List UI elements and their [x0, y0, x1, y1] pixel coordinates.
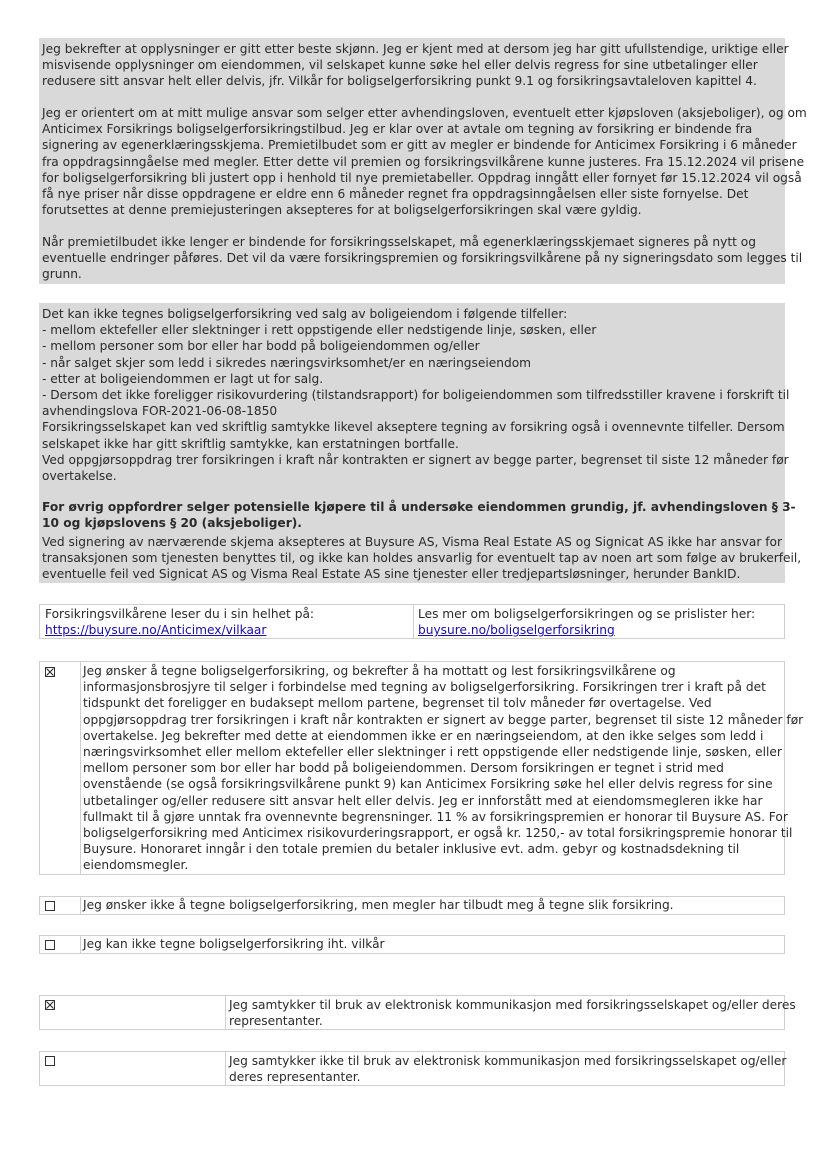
text-line: selskapet ikke har gitt skriftlig samtykke, kan erstatningen bortfalle. [42, 436, 459, 451]
text-line: - når salget skjer som ledd i sikredes næringsvirksomhet/er en næringseiendom [42, 355, 532, 370]
declaration-paragraph-3 [42, 234, 803, 283]
not-eligible-checkbox[interactable] [45, 940, 55, 950]
text-line: Anticimex Forsikrings boligselgerforsikringstilbud. Jeg er klar over at avtale om tegning av forsikring er bindende fra [42, 122, 753, 137]
text-line: - Dersom det ikke foreligger risikovurdering (tilstandsrapport) for boligeiendommen som tilfredsstiller kravene i forskrift til [42, 388, 790, 403]
text-line: overtakelse. Jeg bekrefter med dette at eiendommen ikke er en næringseiendom, at den ikke selges som ledd i [83, 728, 764, 743]
consent-electronic-text [229, 997, 796, 1029]
exclusions-paragraph [42, 306, 790, 484]
text-line: Jeg kan ikke tegne boligselgerforsikring iht. vilkår [83, 937, 385, 951]
text-line: tidspunkt det foreligger en budaksept mellom partene, begrenset til tolv måneder før overtagelse. Ved [83, 696, 712, 711]
checkmark-x-icon [46, 1001, 54, 1009]
pricelist-label: Les mer om boligselgerforsikringen og se prislister her: [418, 607, 756, 621]
text-line: eiendomsmegler. [83, 858, 189, 873]
text-line: Forsikringsselskapet kan ved skriftlig samtykke likevel akseptere tegning av forsikring også i ovennevnte tilfeller. Dersom [42, 420, 785, 435]
text-line: Jeg ønsker ikke å tegne boligselgerforsikring, men megler har tilbudt meg å tegne slik forsikring. [83, 898, 674, 912]
text-line: misvisende opplysninger om eiendommen, vil selskapet kunne søke hel eller delvis regress for sine utbetalinger eller [42, 58, 758, 73]
text-line: Jeg samtykker ikke til bruk av elektronisk kommunikasjon med forsikringsselskapet og/eller [229, 1054, 787, 1068]
text-line: få nye priser når disse oppdragene er eldre enn 6 måneder regnet fra oppdragsinngåelsen eller siste fornyelse. Det [42, 187, 749, 202]
pricelist-cell [418, 606, 778, 638]
text-line: representanter. [229, 1014, 323, 1029]
text-line: Jeg ønsker å tegne boligselgerforsikring, og bekrefter å ha mottatt og lest forsikringsvilkårene og [83, 664, 676, 678]
text-line: avhendingslova FOR-2021-06-08-1850 [42, 404, 278, 419]
inspection-notice [42, 499, 796, 531]
declaration-paragraph-2 [42, 105, 807, 218]
pricelist-link[interactable]: buysure.no/boligselgerforsikring [418, 623, 615, 638]
accept-insurance-checkbox[interactable] [45, 667, 55, 677]
text-line: ovenstående (se også forsikringsvilkårene punkt 9) kan Anticimex Forsikring søke hel eller delvis regress for sine [83, 777, 773, 792]
text-line: fra oppdragsinngåelse med megler. Etter dette vil premien og forsikringsvilkårene kunne justeres. Fra 15.12.2024 vil prisene [42, 154, 805, 169]
text-line: eventuelle feil ved Signicat AS og Visma Real Estate AS sine tjenester eller tredjepartsløsninger, herunder BankID. [42, 567, 741, 582]
text-line: informasjonsbrosjyre til selger i forbindelse med tegning av boligselgerforsikring. Forsikringen trer i kraft på det [83, 680, 766, 695]
text-line: overtakelse. [42, 469, 117, 484]
text-line: - mellom ektefeller eller slektninger i rett oppstigende eller nedstigende linje, søsken, eller [42, 323, 597, 338]
decline-offered-text [83, 897, 783, 913]
text-line: Ved oppgjørsoppdrag trer forsikringen i kraft når kontrakten er signert av begge parter, begrenset til siste 12 måneder før [42, 452, 789, 467]
accept-insurance-text [83, 663, 804, 874]
text-line: Buysure. Honoraret inngår i den totale premien du betaler inklusive evt. adm. gebyr og kostnadsdekning til [83, 842, 740, 857]
text-line: oppgjørsoppdrag trer forsikringen i kraft når kontrakten er signert av begge parter, begrenset til siste 12 måneder før [83, 712, 804, 727]
text-line: for boligselgerforsikring bli justert opp i henhold til nye premietabeller. Oppdrag inngått eller fornyet før 15.12.2024 vil også [42, 170, 802, 185]
text-line: mellom personer som bor eller har bodd på boligeiendommen. Dersom forsikringen er tegnet i strid med [83, 761, 724, 776]
declaration-paragraph-1 [42, 41, 789, 90]
text-line: - mellom personer som bor eller har bodd på boligeiendommen og/eller [42, 339, 480, 354]
text-line: utbetalinger og/eller redusere sitt ansvar helt eller delvis. Jeg er innforstått med at eiendomsmegleren ikke har [83, 793, 763, 808]
text-line: signering av egenerklæringsskjema. Premietilbudet som er gitt av megler er bindende for Anticimex Forsikring i 6 måneder [42, 138, 797, 153]
consent-electronic-checkbox[interactable] [45, 1000, 55, 1010]
option-divider [80, 935, 81, 954]
text-line: Det kan ikke tegnes boligselgerforsikring ved salg av boligeiendom i følgende tilfeller: [42, 307, 568, 321]
no-consent-electronic-checkbox[interactable] [45, 1056, 55, 1066]
text-line: Jeg samtykker til bruk av elektronisk kommunikasjon med forsikringsselskapet og/eller deres [229, 998, 796, 1012]
terms-label: Forsikringsvilkårene leser du i sin helhet på: [45, 607, 315, 621]
text-line: grunn. [42, 267, 82, 282]
option-divider [80, 661, 81, 875]
text-line: Ved signering av nærværende skjema aksepteres at Buysure AS, Visma Real Estate AS og Signicat AS ikke har ansvar for [42, 535, 782, 549]
terms-link[interactable]: https://buysure.no/Anticimex/vilkaar [45, 623, 267, 638]
not-eligible-text [83, 936, 783, 952]
terms-cell [45, 606, 405, 638]
text-line: Jeg bekrefter at opplysninger er gitt etter beste skjønn. Jeg er kjent med at dersom jeg har gitt ufullstendige, uriktige eller [42, 42, 789, 56]
text-line: eventuelle endringer påføres. Det vil da være forsikringspremien og forsikringsvilkårene på ny signeringsdato som legges til [42, 251, 803, 266]
checkmark-x-icon [46, 668, 54, 676]
liability-paragraph [42, 534, 802, 583]
decline-offered-checkbox[interactable] [45, 901, 55, 911]
text-line: fullmakt til å gjøre unntak fra ovennevnte begrensninger. 11 % av forsikringspremien er honorar til Buysure AS. For [83, 809, 788, 824]
option-divider [80, 896, 81, 915]
text-line: transaksjonen som tjenesten benyttes til, og ikke kan holdes ansvarlig for eventuelt tap av noen art som følge av brukerfeil, [42, 551, 802, 566]
text-line: Når premietilbudet ikke lenger er bindende for forsikringsselskapet, må egenerklæringsskjemaet signeres på nytt og [42, 235, 756, 249]
text-line: forutsettes at denne premiejusteringen aksepteres for at boligselgerforsikringen skal være gyldig. [42, 203, 642, 218]
text-line: Jeg er orientert om at mitt mulige ansvar som selger etter avhendingsloven, eventuelt etter kjøpsloven (aksjeboliger), og om [42, 106, 807, 120]
option-divider [225, 995, 226, 1030]
text-line: 10 og kjøpslovens § 20 (aksjeboliger). [42, 516, 302, 531]
text-line: deres representanter. [229, 1070, 361, 1085]
no-consent-electronic-text [229, 1053, 787, 1085]
text-line: næringsvirksomhet eller mellom ektefeller eller slektninger i rett oppstigende eller nedstigende linje, søsken, eller [83, 745, 782, 760]
text-line: - etter at boligeiendommen er lagt ut for salg. [42, 371, 324, 386]
text-line: boligselgerforsikring med Anticimex risikovurderingsrapport, er også kr. 1250,- av total forsikringspremie honorar til [83, 826, 793, 841]
text-line: For øvrig oppfordrer selger potensielle kjøpere til å undersøke eiendommen grundig, jf. avhendingsloven § 3- [42, 500, 796, 514]
links-divider [413, 604, 414, 639]
text-line: redusere sitt ansvar helt eller delvis, jfr. Vilkår for boligselgerforsikring punkt 9.1 og forsikringsavtaleloven kapittel 4. [42, 74, 757, 89]
option-divider [225, 1051, 226, 1086]
